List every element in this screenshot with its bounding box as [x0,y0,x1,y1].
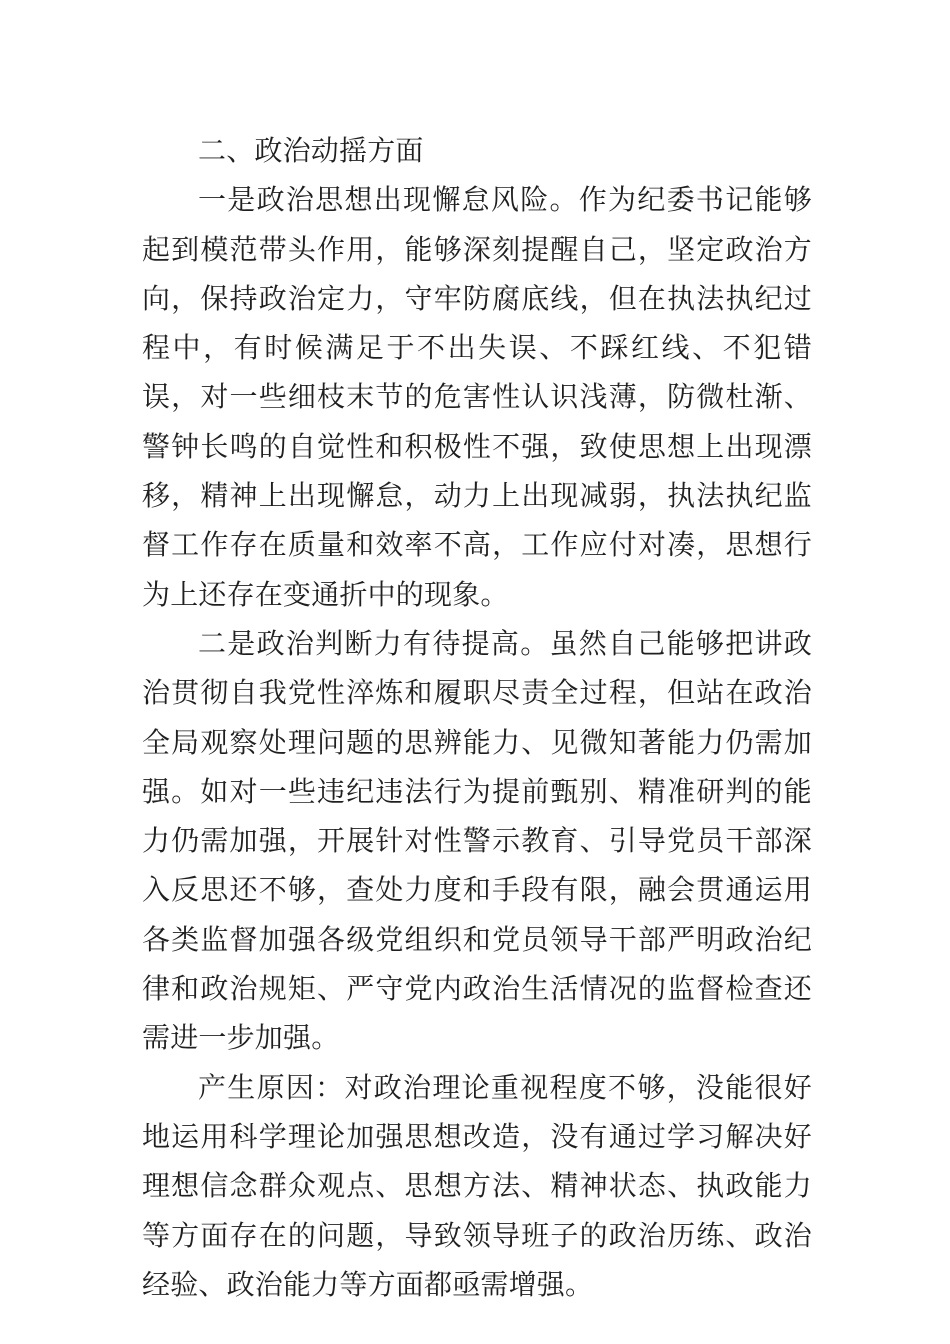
document-page [142,127,812,1310]
paragraph-political-judgement: 二是政治判断力有待提高。虽然自己能够把讲政治贯彻自我党性淬炼和履职尽责全过程，但站在政治全局观察处理问题的思辨能力、见微知著能力仍需加强。如对一些违纪违法行为提前甄别、精准研判的能力仍需加强，开展针对性警示教育、引导党员干部深入反思还不够，查处力度和手段有限，融会贯通运用各类监督加强各级党组织和党员领导干部严明政治纪律和政治规矩、严守党内政治生活情况的监督检查还需进一步加强。 [142,628,812,1055]
paragraph-political-thought-risk: 一是政治思想出现懈怠风险。作为纪委书记能够起到模范带头作用，能够深刻提醒自己，坚定政治方向，保持政治定力，守牢防腐底线，但在执法执纪过程中，有时候满足于不出失误、不踩红线、不犯错误，对一些细枝末节的危害性认识浅薄，防微杜渐、警钟长鸣的自觉性和积极性不强，致使思想上出现漂移，精神上出现懈怠，动力上出现减弱，执法执纪监督工作存在质量和效率不高，工作应付对凑，思想行为上还存在变通折中的现象。 [142,185,812,611]
paragraph-causes: 产生原因：对政治理论重视程度不够，没能很好地运用科学理论加强思想改造，没有通过学习解决好理想信念群众观点、思想方法、精神状态、执政能力等方面存在的问题，导致领导班子的政治历练、政治经验、政治能力等方面都亟需增强。 [142,1072,812,1301]
section-heading: 二、政治动摇方面 [198,136,424,167]
